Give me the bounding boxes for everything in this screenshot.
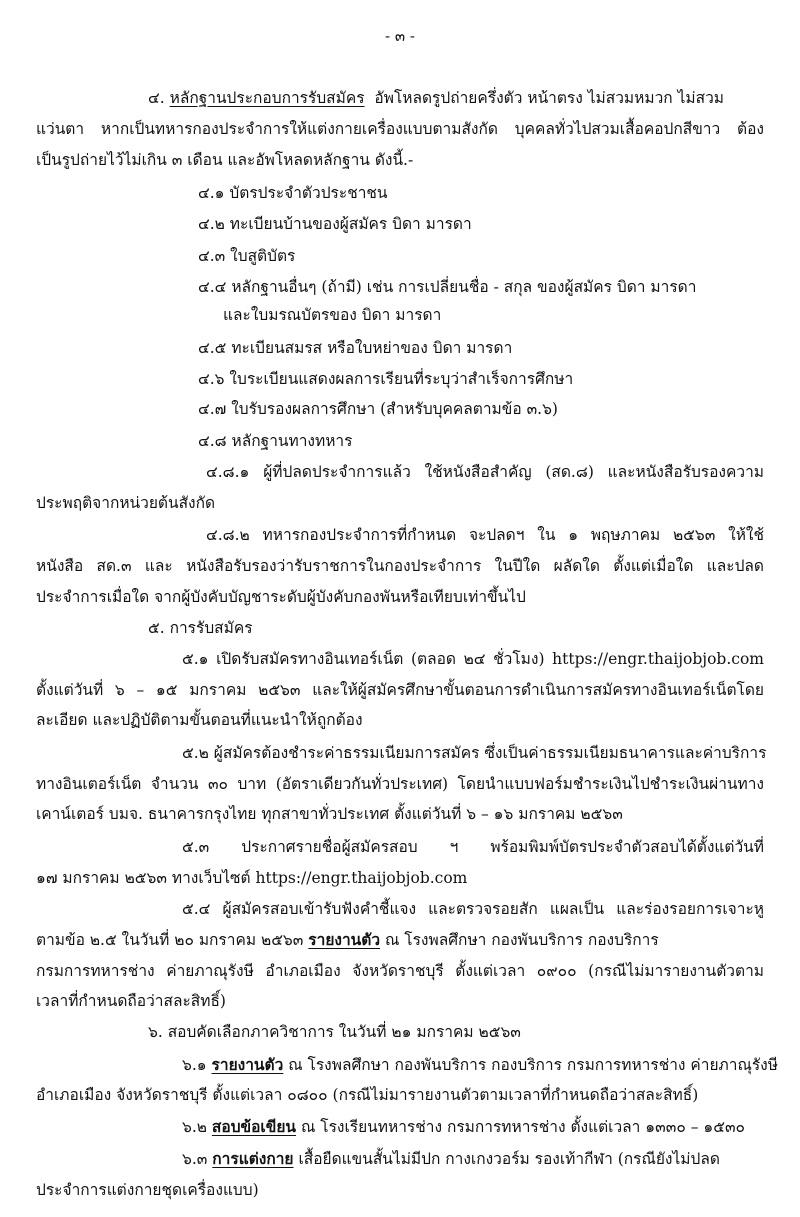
sec4-item-2: ๔.๒ ทะเบียนบ้านของผู้สมัคร บิดา มารดา xyxy=(198,215,472,233)
sec4-item-4-cont: และใบมรณบัตรของ บิดา มารดา xyxy=(223,306,442,324)
sec4-sub-482-line-1: ๔.๘.๒ ทหารกองประจำการที่กำหนด จะปลดฯ ใน ๑ พฤษภาคม ๒๕๖๓ ให้ใช้ xyxy=(206,526,764,544)
sec5-heading: ๕. การรับสมัคร xyxy=(148,619,253,637)
sec5-p53-line-2: ๑๗ มกราคม ๒๕๖๓ ทางเว็บไซต์ https://engr.thaijobjob.com xyxy=(36,869,468,887)
sec6-p61-label: รายงานตัว xyxy=(211,1055,284,1074)
sec4-item-5: ๔.๕ ทะเบียนสมรส หรือใบหย่าของ บิดา มารดา xyxy=(198,339,513,357)
sec4-heading-line xyxy=(148,87,724,109)
sec6-p61-line-2: อำเภอเมือง จังหวัดราชบุรี ตั้งแต่เวลา ๐๘๐๐ (กรณีไม่มารายงานตัวตามเวลาที่กำหนดถือว่าสละสิทธิ์) xyxy=(36,1086,699,1104)
page-number: - ๓ - xyxy=(385,27,415,45)
sec6-p62-text: ณ โรงเรียนทหารช่าง กรมการทหารช่าง ตั้งแต่เวลา ๑๓๓๐ – ๑๕๓๐ xyxy=(296,1118,746,1136)
sec5-p54-report-label: รายงานตัว xyxy=(308,930,381,949)
sec6-p63-text: เสื้อยืดแขนสั้นไม่มีปก กางเกงวอร์ม รองเท้ากีฬา (กรณียังไม่ปลด xyxy=(293,1150,720,1168)
sec6-p63-line-2: ประจำการแต่งกายชุดเครื่องแบบ) xyxy=(36,1181,259,1199)
sec6-p61-line-1 xyxy=(182,1054,778,1076)
sec4-item-1: ๔.๑ บัตรประจำตัวประชาชน xyxy=(198,184,388,202)
sec4-sub-482-line-2: หนังสือ สด.๓ และ หนังสือรับรองว่ารับราชการในกองประจำการ ในปีใด ผลัดใด ตั้งแต่เมื่อใด และปลด xyxy=(36,557,764,575)
sec4-item-3: ๔.๓ ใบสูติบัตร xyxy=(198,247,296,265)
sec6-p61-text: ณ โรงพลศึกษา กองพันบริการ กองบริการ กรมการทหารช่าง ค่ายภาณุรังษี xyxy=(283,1056,778,1074)
sec5-p51-line-3: ละเอียด และปฏิบัติตามขั้นตอนที่แนะนำให้ถูกต้อง xyxy=(36,711,363,729)
sec5-p54-line-2 xyxy=(36,929,659,951)
sec4-item-4: ๔.๔ หลักฐานอื่นๆ (ถ้ามี) เช่น การเปลี่ยนชื่อ - สกุล ของผู้สมัคร บิดา มารดา xyxy=(198,278,697,296)
sec6-p61-number: ๖.๑ xyxy=(182,1056,212,1074)
sec4-item-7: ๔.๗ ใบรับรองผลการศึกษา (สำหรับบุคคลตามข้อ ๓.๖) xyxy=(198,400,558,418)
sec5-p53-line-1: ๕.๓ ประกาศรายชื่อผู้สมัครสอบ ฯ พร้อมพิมพ์บัตรประจำตัวสอบได้ตั้งแต่วันที่ xyxy=(182,838,764,856)
sec4-heading: หลักฐานประกอบการรับสมัคร xyxy=(169,89,365,107)
sec6-heading: ๖. สอบคัดเลือกภาควิชาการ ในวันที่ ๒๑ มกราคม ๒๕๖๓ xyxy=(148,1023,521,1041)
sec4-item-8: ๔.๘ หลักฐานทางทหาร xyxy=(198,432,353,450)
sec6-p63-line-1 xyxy=(182,1148,720,1170)
sec4-intro-2: แว่นตา หากเป็นทหารกองประจำการให้แต่งกายเครื่องแบบตามสังกัด บุคคลทั่วไปสวมเสื้อคอปกสีขาว ต้อง xyxy=(36,120,764,138)
sec6-p62-label: สอบข้อเขียน xyxy=(211,1117,297,1136)
sec5-p54-line-1: ๕.๔ ผู้สมัครสอบเข้ารับฟังคำชี้แจง และตรวจรอยสัก แผลเป็น และร่องรอยการเจาะหู xyxy=(182,900,764,918)
sec5-p54-line-4: เวลาที่กำหนดถือว่าสละสิทธิ์) xyxy=(36,992,226,1010)
sec4-sub-481-line-1: ๔.๘.๑ ผู้ที่ปลดประจำการแล้ว ใช้หนังสือสำคัญ (สด.๘) และหนังสือรับรองความ xyxy=(206,463,764,481)
sec5-p52-line-2: ทางอินเตอร์เน็ต จำนวน ๓๐ บาท (อัตราเดียวกันทั่วประเทศ) โดยนำแบบฟอร์มชำระเงินไปชำระเงินผ่านทาง xyxy=(36,775,764,793)
sec4-sub-482-line-3: ประจำการเมื่อใด จากผู้บังคับบัญชาระดับผู้บังคับกองพันหรือเทียบเท่าขึ้นไป xyxy=(36,588,526,606)
sec5-p52-line-3: เคาน์เตอร์ บมจ. ธนาคารกรุงไทย ทุกสาขาทั่วประเทศ ตั้งแต่วันที่ ๖ – ๑๖ มกราคม ๒๕๖๓ xyxy=(36,805,623,823)
sec5-p54-date: ตามข้อ ๒.๕ ในวันที่ ๒๐ มกราคม ๒๕๖๓ xyxy=(36,931,309,949)
sec6-p62-line xyxy=(182,1116,745,1138)
sec4-intro-3: เป็นรูปถ่ายไว้ไม่เกิน ๓ เดือน และอัพโหลดหลักฐาน ดังนี้.- xyxy=(36,151,414,169)
sec5-p54-location: ณ โรงพลศึกษา กองพันบริการ กองบริการ xyxy=(380,931,659,949)
sec4-intro-1: อัพโหลดรูปถ่ายครึ่งตัว หน้าตรง ไม่สวมหมวก ไม่สวม xyxy=(374,89,724,107)
sec4-number: ๔. xyxy=(148,89,165,107)
sec5-p54-line-3: กรมการทหารช่าง ค่ายภาณุรังษี อำเภอเมือง จังหวัดราชบุรี ตั้งแต่เวลา ๐๙๐๐ (กรณีไม่มารายงานตัวตาม xyxy=(36,962,764,980)
sec6-p63-label: การแต่งกาย xyxy=(212,1149,294,1168)
sec6-p63-number: ๖.๓ xyxy=(182,1150,213,1168)
sec6-p62-number: ๖.๒ xyxy=(182,1118,212,1136)
sec4-item-6: ๔.๖ ใบระเบียนแสดงผลการเรียนที่ระบุว่าสำเร็จการศึกษา xyxy=(198,370,574,388)
sec5-p51-line-1: ๕.๑ เปิดรับสมัครทางอินเทอร์เน็ต (ตลอด ๒๔ ชั่วโมง) https://engr.thaijobjob.com xyxy=(182,650,764,668)
sec5-p51-line-2: ตั้งแต่วันที่ ๖ – ๑๕ มกราคม ๒๕๖๓ และให้ผู้สมัครศึกษาขั้นตอนการดำเนินการสมัครทางอินเทอร์เน็ตโดย xyxy=(36,681,764,699)
sec5-p52-line-1: ๕.๒ ผู้สมัครต้องชำระค่าธรรมเนียมการสมัคร ซึ่งเป็นค่าธรรมเนียมธนาคารและค่าบริการ xyxy=(182,744,767,762)
sec4-sub-481-line-2: ประพฤติจากหน่วยต้นสังกัด xyxy=(36,494,216,512)
